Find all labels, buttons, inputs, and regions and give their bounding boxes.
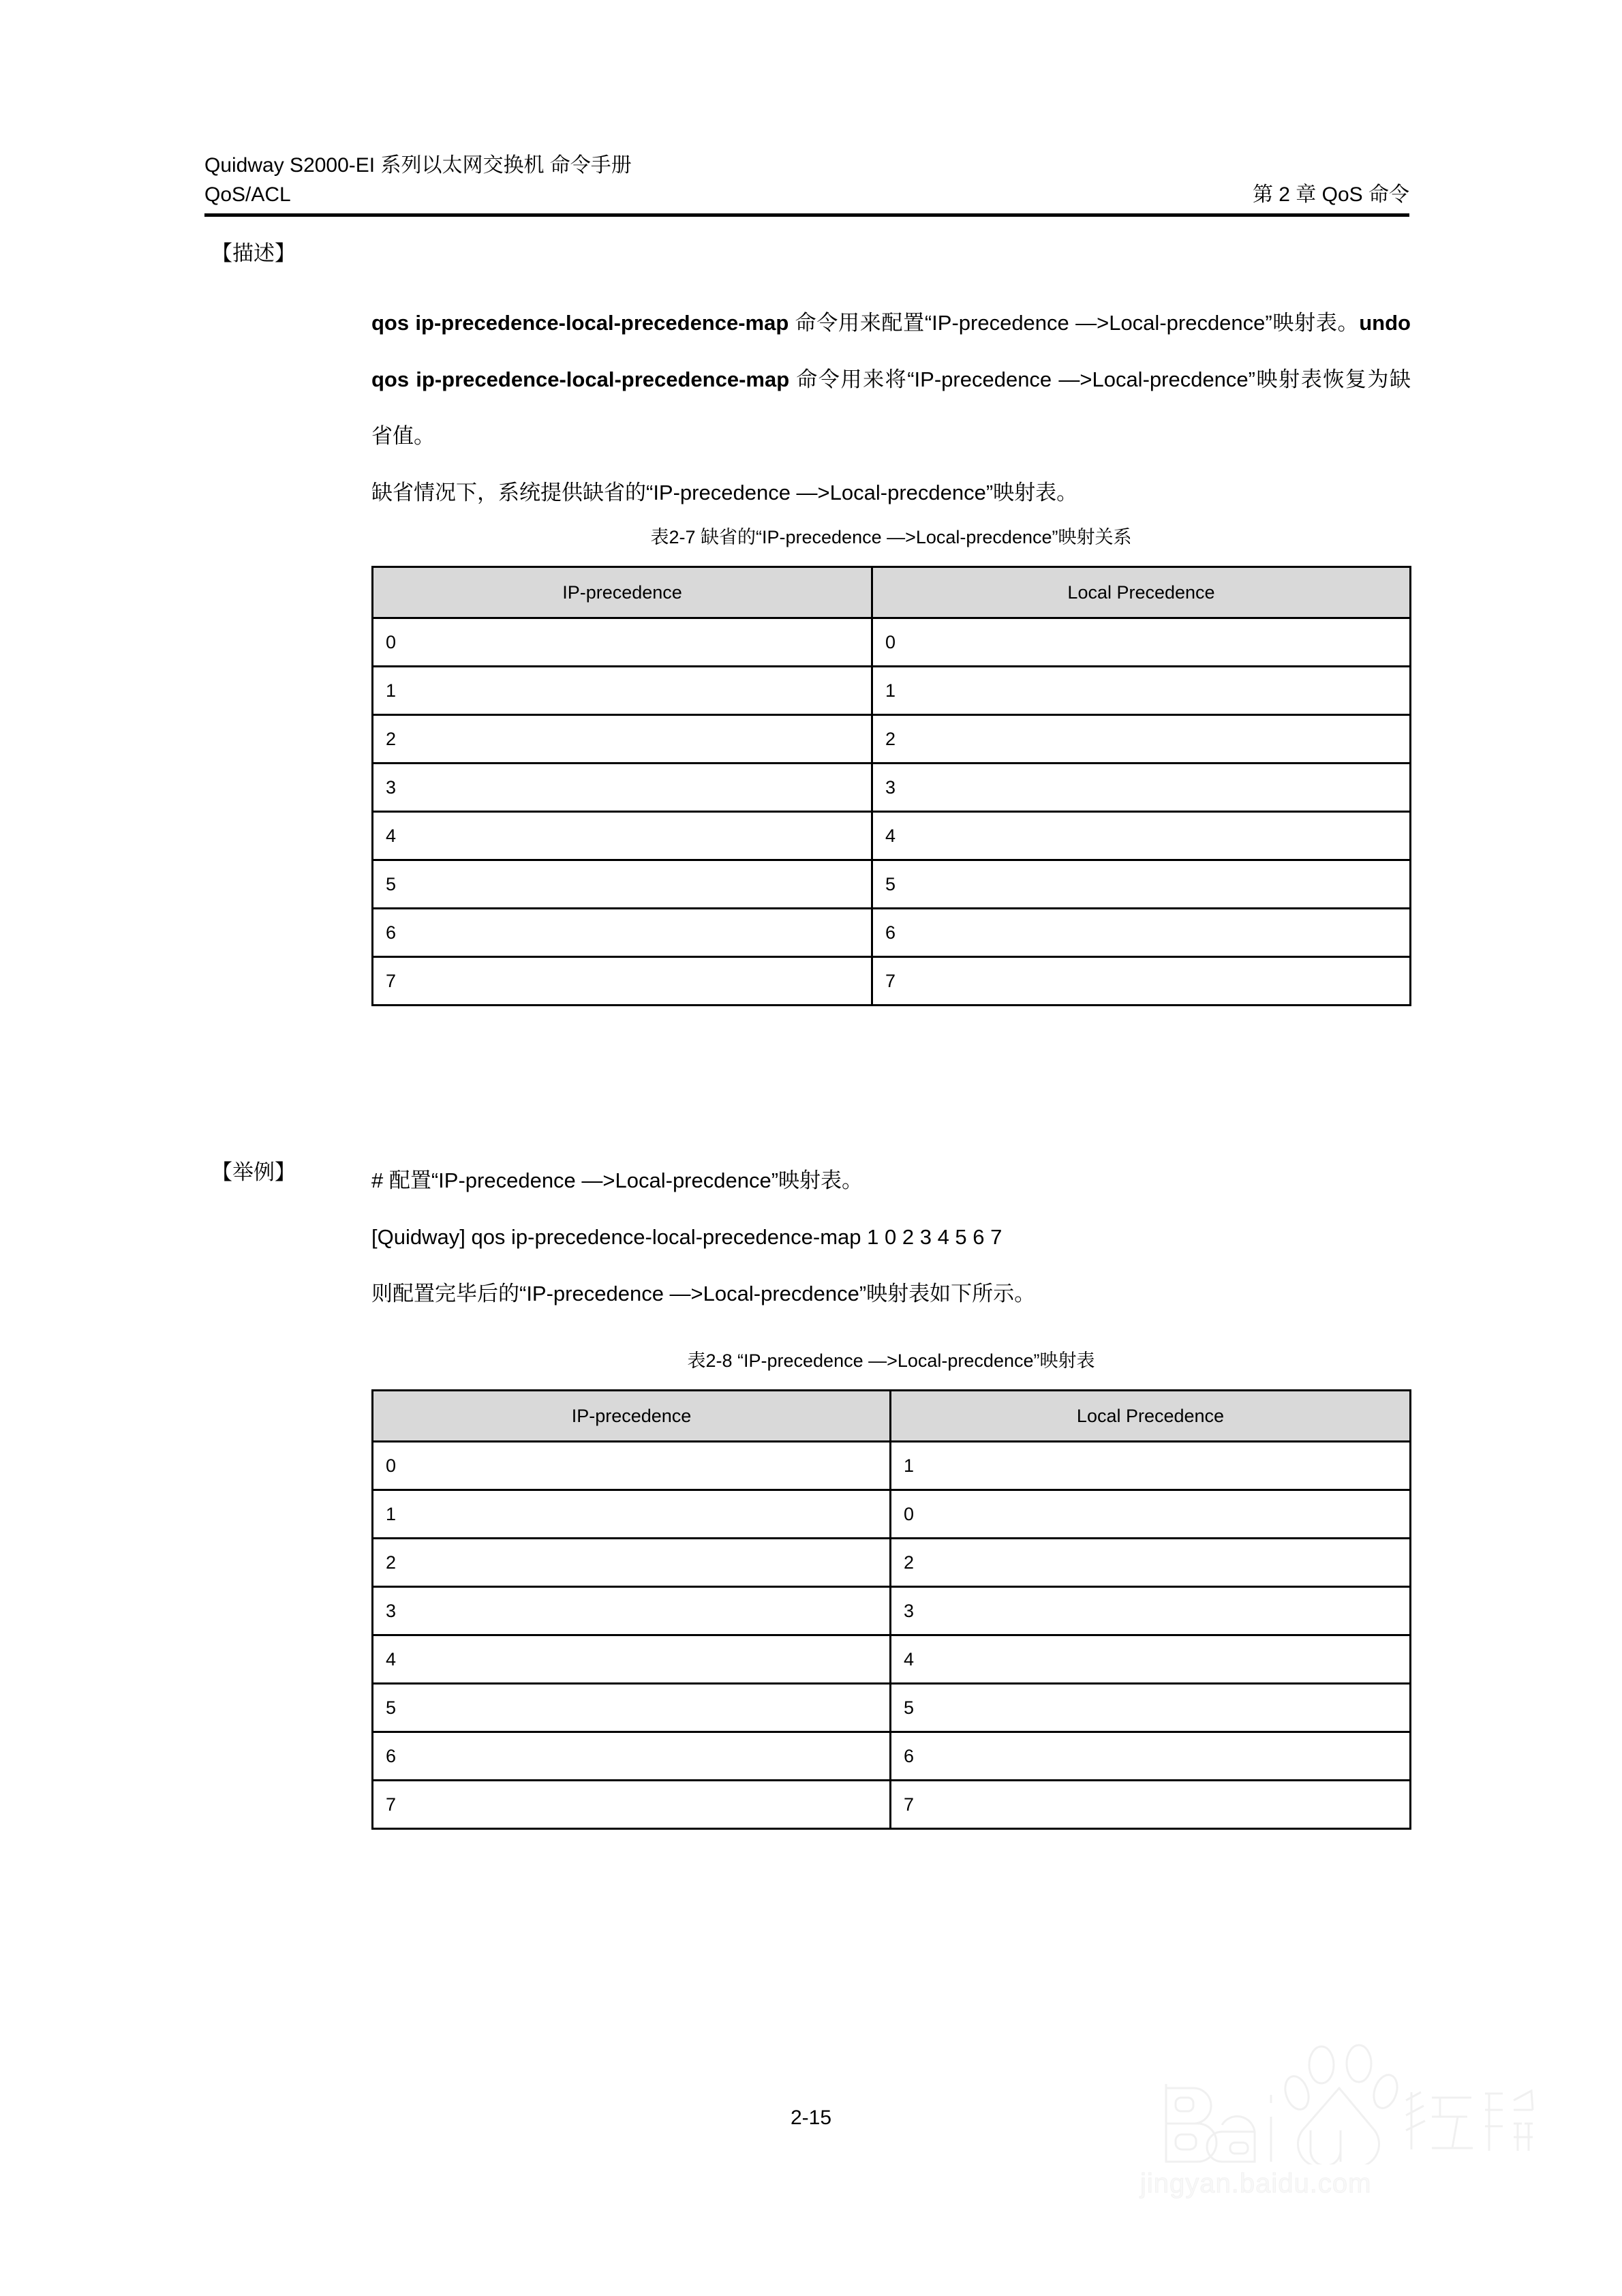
table-row [373, 1635, 1411, 1684]
table-default-col-ip-precedence: IP-precedence [373, 567, 872, 618]
table-row [373, 957, 1411, 1006]
table-configured-local-precedence-cell: 3 [891, 1587, 1411, 1635]
undo-command-name-bold: undo qos ip-precedence-local-precedence-map [371, 311, 1411, 391]
table-row [373, 1781, 1411, 1829]
table-default-caption: 表2-7 缺省的“IP-precedence —>Local-precdence”映射关系 [650, 527, 1132, 547]
table-configured-ip-precedence-cell: 2 [373, 1539, 891, 1587]
table-row [373, 715, 1411, 764]
watermark-url: jingyan.baidu.com [1140, 2169, 1372, 2199]
table-default-body [373, 618, 1411, 1006]
table-default-ip-precedence-cell: 0 [373, 618, 872, 667]
table-default-ip-precedence-cell: 4 [373, 812, 872, 860]
table-default-ip-precedence-cell: 6 [373, 909, 872, 957]
table-configured-col-local-precedence: Local Precedence [891, 1391, 1411, 1442]
table-default-ip-precedence-cell: 3 [373, 764, 872, 812]
table-configured-local-precedence-cell: 0 [891, 1490, 1411, 1539]
table-row [373, 764, 1411, 812]
header-second-row [204, 181, 1409, 210]
description-body [371, 294, 1411, 521]
table-row [373, 1587, 1411, 1635]
header-divider-rule [204, 213, 1409, 217]
table-default-ip-precedence-cell: 5 [373, 860, 872, 909]
command-name-bold: qos ip-precedence-local-precedence-map [371, 311, 789, 335]
header-section-title: QoS/ACL [204, 183, 291, 206]
table-header-row [373, 1391, 1411, 1442]
table-configured-ip-precedence-map [371, 1389, 1411, 1830]
header-chapter-title: 第 2 章 QoS 命令 [1252, 183, 1409, 206]
table-header-row [373, 567, 1411, 618]
table-row [373, 1442, 1411, 1490]
header-manual-title: Quidway S2000-EI 系列以太网交换机 命令手册 [204, 154, 632, 177]
table-row [373, 618, 1411, 667]
table-row [373, 1539, 1411, 1587]
table-default-col-local-precedence: Local Precedence [872, 567, 1411, 618]
table-row [373, 1490, 1411, 1539]
section-heading-example: 【举例】 [211, 1160, 296, 1184]
table-row [373, 1684, 1411, 1732]
description-paragraph-2: 缺省情况下，系统提供缺省的“IP-precedence —>Local-precdence”映射表。 [371, 481, 1078, 504]
table-configured-ip-precedence-cell: 0 [373, 1442, 891, 1490]
table-configured-ip-precedence-cell: 5 [373, 1684, 891, 1732]
table-default-ip-precedence-cell: 1 [373, 667, 872, 715]
table-default-local-precedence-cell: 7 [872, 957, 1411, 1006]
table-row [373, 1732, 1411, 1781]
example-command-line: [Quidway] qos ip-precedence-local-precedence-map 1 0 2 3 4 5 6 7 [371, 1225, 1003, 1249]
section-heading-description: 【描述】 [211, 241, 296, 265]
table-default-local-precedence-cell: 3 [872, 764, 1411, 812]
example-body [371, 1152, 1411, 1322]
table-row [373, 667, 1411, 715]
baidu-paw-logo-icon [1135, 2035, 1537, 2164]
table-row [373, 860, 1411, 909]
table-configured-ip-precedence-cell: 6 [373, 1732, 891, 1781]
table-default-local-precedence-cell: 2 [872, 715, 1411, 764]
example-result-line: 则配置完毕后的“IP-precedence —>Local-precdence”映射表如下所示。 [371, 1282, 1036, 1305]
page-header [204, 151, 1409, 217]
table-configured-local-precedence-cell: 6 [891, 1732, 1411, 1781]
table-configured-ip-precedence-cell: 1 [373, 1490, 891, 1539]
page-number: 2-15 [790, 2106, 832, 2129]
table-configured-local-precedence-cell: 1 [891, 1442, 1411, 1490]
table-configured-col-ip-precedence: IP-precedence [373, 1391, 891, 1442]
table-configured-ip-precedence-cell: 7 [373, 1781, 891, 1829]
table-row [373, 812, 1411, 860]
table-default-local-precedence-cell: 6 [872, 909, 1411, 957]
table-default-local-precedence-cell: 0 [872, 618, 1411, 667]
table-default-local-precedence-cell: 5 [872, 860, 1411, 909]
table-configured-ip-precedence-cell: 4 [373, 1635, 891, 1684]
table-row [373, 909, 1411, 957]
table-default-local-precedence-cell: 4 [872, 812, 1411, 860]
table-configured-body [373, 1442, 1411, 1829]
table-configured-local-precedence-cell: 2 [891, 1539, 1411, 1587]
table-configured-local-precedence-cell: 7 [891, 1781, 1411, 1829]
table-default-ip-precedence-cell: 7 [373, 957, 872, 1006]
description-paragraph-1-mid: 命令用来配置“IP-precedence —>Local-precdence”映射表。 [789, 311, 1360, 335]
description-paragraph-1 [371, 294, 1411, 464]
table-default-local-precedence-cell: 1 [872, 667, 1411, 715]
table-configured-caption: 表2-8 “IP-precedence —>Local-precdence”映射表 [687, 1350, 1095, 1371]
description-paragraph-1-end: 命令用来将“IP-precedence —>Local-precdence”映射表恢复为缺省值。 [371, 367, 1411, 448]
example-comment-line: # 配置“IP-precedence —>Local-precdence”映射表。 [371, 1168, 863, 1192]
table-default-ip-precedence-map [371, 566, 1411, 1006]
table-configured-local-precedence-cell: 5 [891, 1684, 1411, 1732]
table-configured-ip-precedence-cell: 3 [373, 1587, 891, 1635]
table-configured-local-precedence-cell: 4 [891, 1635, 1411, 1684]
table-default-ip-precedence-cell: 2 [373, 715, 872, 764]
